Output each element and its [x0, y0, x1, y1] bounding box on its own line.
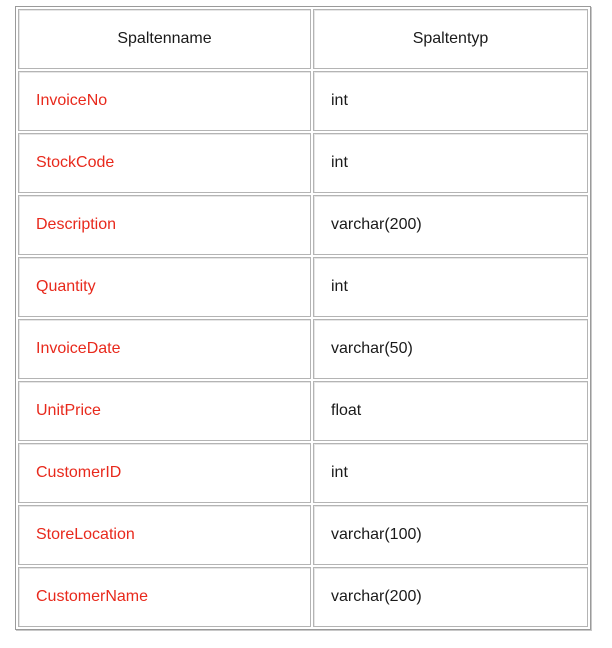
- column-name-cell: Description: [18, 195, 311, 255]
- column-type-cell: varchar(200): [313, 195, 588, 255]
- schema-table: [15, 6, 591, 630]
- column-name-cell: StockCode: [18, 133, 311, 193]
- header-row: [18, 9, 588, 69]
- table-row: [18, 567, 588, 627]
- column-type-cell: int: [313, 133, 588, 193]
- column-name-cell: UnitPrice: [18, 381, 311, 441]
- column-type-cell: int: [313, 443, 588, 503]
- table-row: [18, 71, 588, 131]
- table-header: [18, 9, 588, 69]
- column-type-cell: int: [313, 71, 588, 131]
- column-type-cell: varchar(100): [313, 505, 588, 565]
- column-type-cell: varchar(50): [313, 319, 588, 379]
- header-column-type: Spaltentyp: [313, 9, 588, 69]
- table-row: [18, 195, 588, 255]
- table-body: [18, 71, 588, 627]
- column-name-cell: CustomerName: [18, 567, 311, 627]
- column-name-cell: InvoiceNo: [18, 71, 311, 131]
- table-row: [18, 443, 588, 503]
- column-type-cell: int: [313, 257, 588, 317]
- table-row: [18, 257, 588, 317]
- table-row: [18, 133, 588, 193]
- column-name-cell: CustomerID: [18, 443, 311, 503]
- column-type-cell: float: [313, 381, 588, 441]
- column-name-cell: StoreLocation: [18, 505, 311, 565]
- table-row: [18, 381, 588, 441]
- column-name-cell: Quantity: [18, 257, 311, 317]
- table-row: [18, 505, 588, 565]
- header-column-name: Spaltenname: [18, 9, 311, 69]
- table-row: [18, 319, 588, 379]
- column-name-cell: InvoiceDate: [18, 319, 311, 379]
- column-type-cell: varchar(200): [313, 567, 588, 627]
